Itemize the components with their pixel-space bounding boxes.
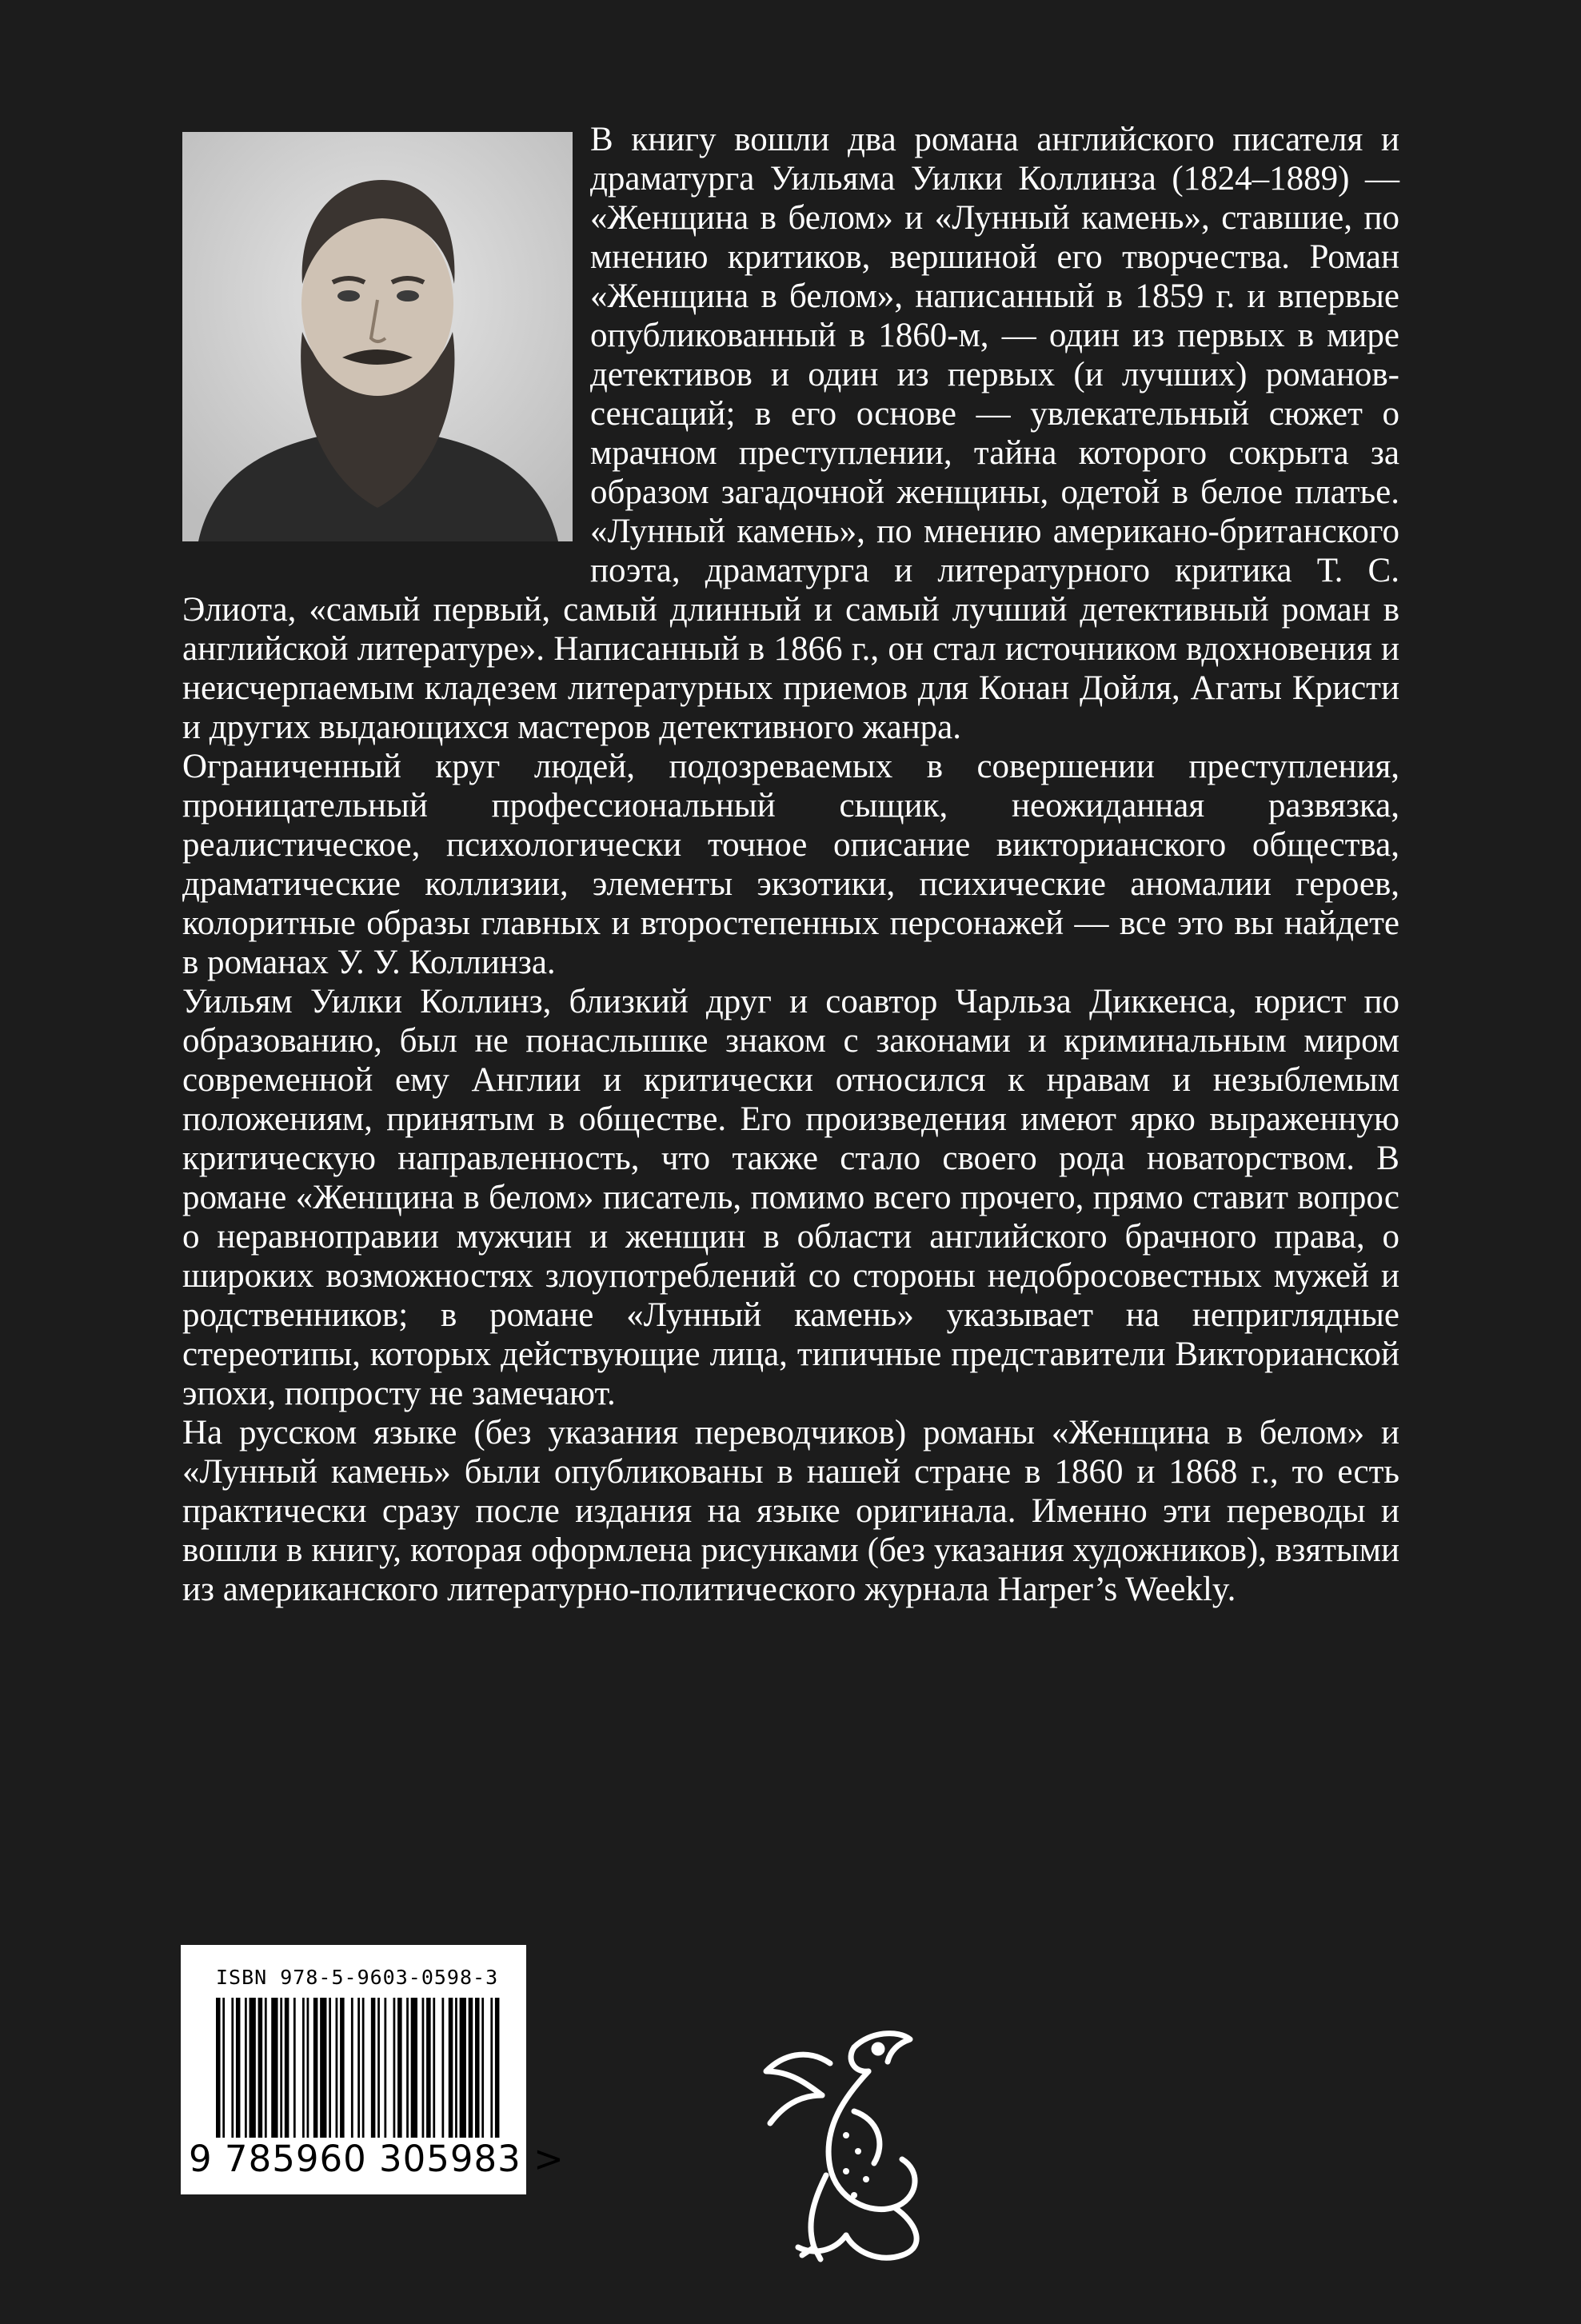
isbn-barcode xyxy=(181,1945,565,2194)
paragraph-1: В книгу вошли два романа английского писателя и драматурга Уильяма Уилки Коллинза (1824–1889) — «Женщина в белом» и «Лунный камень», ставшие, по мнению критиков, вершиной его творчества. Роман «Женщина в белом», написанный в 1859 г. и впервые опубликованный в 1860-м, — один из первых в мире детективов и один из первых (и лучших) романов-сенсаций; в его основе — увлекательный сюжет о мрачном преступлении, тайна которого сокрыта за образом загадочной женщины, одетой в белое платье. «Лунный камень», по мнению американо-британского поэта, драматурга и литературного критика Т. С. Элиота, «самый первый, самый длинный и самый лучший детективный роман в английской литературе». Написанный в 1866 г., он стал источником вдохновения и неисчерпаемым кладезем литературных приемов для Конан Дойля, Агаты Кристи и других выдающихся мастеров детективного жанра. xyxy=(182,121,1399,746)
isbn-label: ISBN 978-5-9603-0598-3 xyxy=(216,1966,499,1989)
ean-digits: 9 785960 305983 > xyxy=(189,2138,565,2180)
dragon-logo-icon xyxy=(734,2015,974,2271)
paragraph-4: На русском языке (без указания переводчиков) романы «Женщина в белом» и «Лунный камень» были опубликованы в нашей стране в 1860 и 1868 г., то есть практически сразу после издания на языке оригинала. Именно эти переводы и вошли в книгу, которая оформлена рисунками (без указания художников), взятыми из американского литературно-политического журнала Harper’s Weekly. xyxy=(182,1414,1399,1608)
portrait-spacer xyxy=(182,120,590,564)
barcode-icon xyxy=(216,1998,504,2138)
paragraph-2: Ограниченный круг людей, подозреваемых в совершении преступления, проницательный профессиональный сыщик, неожиданная развязка, реалистическое, психологически точное описание викторианского общества, драматические коллизии, элементы экзотики, психические аномалии героев, колоритные образы главных и второстепенных персонажей — все это вы найдете в романах У. У. Коллинза. xyxy=(182,748,1399,981)
paragraph-3: Уильям Уилки Коллинз, близкий друг и соавтор Чарльза Диккенса, юрист по образованию, был не понаслышке знаком с законами и криминальным миром современной ему Англии и критически относился к нравам и незыблемым положениям, принятым в обществе. Его произведения имеют ярко выраженную критическую направленность, что также стало своего рода новаторством. В романе «Женщина в белом» писатель, помимо всего прочего, прямо ставит вопрос о неравноправии мужчин и женщин в области английского брачного права, о широких возможностях злоупотреблений со стороны недобросовестных мужей и родственников; в романе «Лунный камень» указывает на неприглядные стереотипы, которых действующие лица, типичные представители Викторианской эпохи, попросту не замечают. xyxy=(182,983,1399,1412)
annotation-text xyxy=(182,120,1399,1609)
